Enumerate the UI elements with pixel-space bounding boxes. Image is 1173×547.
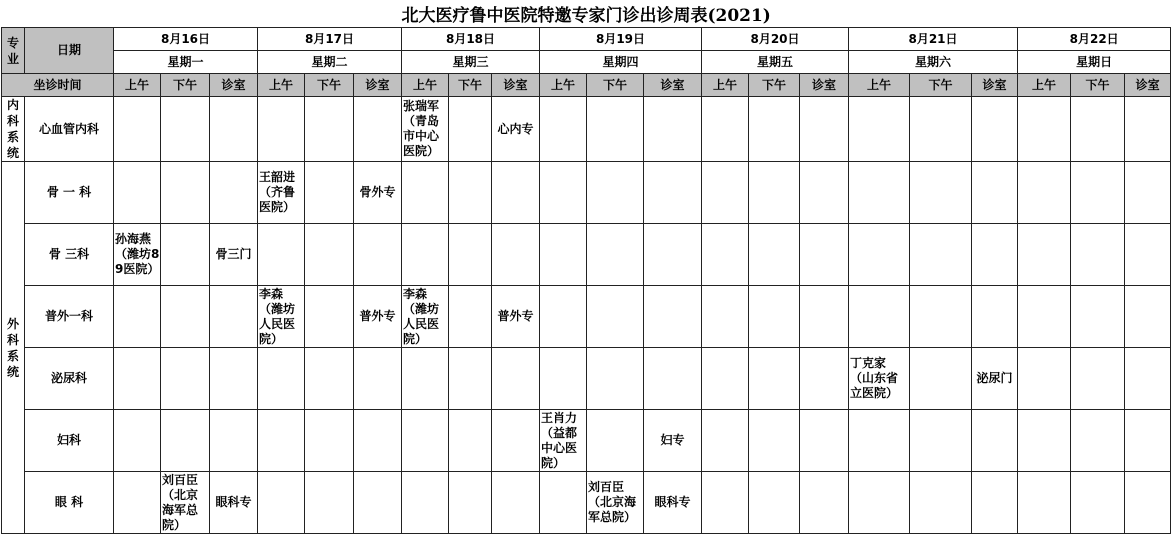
- am-cell: [702, 97, 749, 162]
- am-cell: 李森（潍坊人民医院）: [402, 286, 449, 348]
- date-cell: 8月16日: [114, 28, 258, 51]
- room-cell: [210, 162, 258, 224]
- weekday-cell: 星期三: [402, 51, 540, 74]
- slot-pm-header: 下午: [305, 74, 354, 97]
- slot-am-header: 上午: [402, 74, 449, 97]
- room-cell: [800, 286, 849, 348]
- table-row: [2, 162, 1171, 224]
- room-cell: [800, 97, 849, 162]
- am-cell: [849, 286, 910, 348]
- pm-cell: [587, 410, 644, 472]
- pm-cell: [749, 97, 800, 162]
- pm-cell: [910, 410, 972, 472]
- pm-cell: [587, 162, 644, 224]
- table-row: [2, 472, 1171, 534]
- room-cell: [644, 348, 702, 410]
- pm-cell: [587, 224, 644, 286]
- am-cell: [849, 472, 910, 534]
- pm-cell: [749, 224, 800, 286]
- room-cell: [492, 224, 540, 286]
- am-cell: [702, 224, 749, 286]
- pm-cell: [1071, 286, 1125, 348]
- slot-room-header: 诊室: [492, 74, 540, 97]
- room-cell: 妇专: [644, 410, 702, 472]
- am-cell: [1018, 224, 1071, 286]
- slot-pm-header: 下午: [587, 74, 644, 97]
- pm-cell: [1071, 224, 1125, 286]
- date-cell: 8月21日: [849, 28, 1018, 51]
- pm-cell: [910, 162, 972, 224]
- am-cell: [258, 224, 305, 286]
- pm-cell: [305, 97, 354, 162]
- am-cell: [258, 472, 305, 534]
- room-cell: [492, 162, 540, 224]
- am-cell: [114, 162, 161, 224]
- date-header: 日期: [25, 28, 114, 74]
- room-cell: [800, 410, 849, 472]
- pm-cell: [910, 224, 972, 286]
- am-cell: [1018, 162, 1071, 224]
- am-cell: [849, 97, 910, 162]
- pm-cell: [449, 348, 492, 410]
- room-cell: [1125, 410, 1171, 472]
- am-cell: [402, 224, 449, 286]
- room-cell: [1125, 348, 1171, 410]
- specialty-group: 外科系统: [2, 162, 25, 534]
- am-cell: [258, 410, 305, 472]
- pm-cell: [1071, 472, 1125, 534]
- am-cell: [540, 286, 587, 348]
- weekday-cell: 星期四: [540, 51, 702, 74]
- am-cell: [402, 410, 449, 472]
- slot-am-header: 上午: [702, 74, 749, 97]
- room-cell: 心内专: [492, 97, 540, 162]
- room-cell: 普外专: [492, 286, 540, 348]
- pm-cell: [749, 348, 800, 410]
- am-cell: 张瑞军（青岛市中心医院）: [402, 97, 449, 162]
- room-cell: [644, 162, 702, 224]
- am-cell: [1018, 97, 1071, 162]
- room-cell: [1125, 162, 1171, 224]
- am-cell: [402, 348, 449, 410]
- pm-cell: [910, 286, 972, 348]
- department-name: 普外一科: [25, 286, 114, 348]
- room-cell: [354, 348, 402, 410]
- am-cell: [702, 286, 749, 348]
- pm-cell: [749, 410, 800, 472]
- room-cell: [644, 97, 702, 162]
- slot-am-header: 上午: [849, 74, 910, 97]
- am-cell: [702, 472, 749, 534]
- am-cell: [849, 162, 910, 224]
- pm-cell: [305, 348, 354, 410]
- date-cell: 8月20日: [702, 28, 849, 51]
- room-cell: 眼科专: [210, 472, 258, 534]
- time-header: 坐诊时间: [2, 74, 114, 97]
- slot-pm-header: 下午: [449, 74, 492, 97]
- pm-cell: [449, 162, 492, 224]
- am-cell: [402, 162, 449, 224]
- am-cell: [402, 472, 449, 534]
- room-cell: [354, 410, 402, 472]
- room-cell: [972, 97, 1018, 162]
- slot-am-header: 上午: [1018, 74, 1071, 97]
- table-row: [2, 348, 1171, 410]
- room-cell: [972, 162, 1018, 224]
- date-cell: 8月18日: [402, 28, 540, 51]
- room-cell: 泌尿门: [972, 348, 1018, 410]
- room-cell: [1125, 97, 1171, 162]
- pm-cell: [161, 97, 210, 162]
- department-name: 骨 三科: [25, 224, 114, 286]
- department-name: 眼 科: [25, 472, 114, 534]
- am-cell: [540, 97, 587, 162]
- specialty-header: 专业: [2, 28, 25, 74]
- pm-cell: [449, 97, 492, 162]
- date-cell: 8月22日: [1018, 28, 1171, 51]
- pm-cell: [161, 348, 210, 410]
- room-cell: [800, 348, 849, 410]
- pm-cell: [449, 472, 492, 534]
- pm-cell: [449, 224, 492, 286]
- slot-pm-header: 下午: [910, 74, 972, 97]
- am-cell: [114, 97, 161, 162]
- slot-room-header: 诊室: [644, 74, 702, 97]
- am-cell: 李森（潍坊人民医院）: [258, 286, 305, 348]
- page-title: 北大医疗鲁中医院特邀专家门诊出诊周表(2021): [401, 5, 771, 26]
- am-cell: 丁克家（山东省立医院）: [849, 348, 910, 410]
- pm-cell: [449, 286, 492, 348]
- pm-cell: [910, 472, 972, 534]
- am-cell: [702, 410, 749, 472]
- pm-cell: [161, 286, 210, 348]
- pm-cell: [161, 162, 210, 224]
- am-cell: 王韶进（齐鲁医院）: [258, 162, 305, 224]
- am-cell: [540, 348, 587, 410]
- pm-cell: [587, 97, 644, 162]
- table-row: [2, 97, 1171, 162]
- room-cell: [210, 410, 258, 472]
- weekday-cell: 星期五: [702, 51, 849, 74]
- am-cell: [114, 472, 161, 534]
- pm-cell: [587, 348, 644, 410]
- room-cell: [800, 162, 849, 224]
- am-cell: [1018, 472, 1071, 534]
- am-cell: [702, 348, 749, 410]
- pm-cell: [305, 286, 354, 348]
- am-cell: [114, 286, 161, 348]
- slot-room-header: 诊室: [210, 74, 258, 97]
- room-cell: [972, 472, 1018, 534]
- am-cell: 王肖力（益都中心医院）: [540, 410, 587, 472]
- slot-room-header: 诊室: [972, 74, 1018, 97]
- room-cell: [800, 224, 849, 286]
- pm-cell: [449, 410, 492, 472]
- slot-room-header: 诊室: [354, 74, 402, 97]
- slot-am-header: 上午: [540, 74, 587, 97]
- room-cell: [492, 410, 540, 472]
- pm-cell: [910, 348, 972, 410]
- room-cell: [492, 348, 540, 410]
- am-cell: [258, 97, 305, 162]
- pm-cell: [305, 224, 354, 286]
- am-cell: [114, 410, 161, 472]
- pm-cell: [1071, 97, 1125, 162]
- am-cell: [540, 224, 587, 286]
- room-cell: 骨外专: [354, 162, 402, 224]
- specialty-group: 内科系统: [2, 97, 25, 162]
- slot-room-header: 诊室: [800, 74, 849, 97]
- am-cell: [540, 162, 587, 224]
- pm-cell: [305, 472, 354, 534]
- room-cell: [210, 97, 258, 162]
- room-cell: [1125, 224, 1171, 286]
- room-cell: [800, 472, 849, 534]
- pm-cell: [1071, 348, 1125, 410]
- room-cell: [1125, 286, 1171, 348]
- weekday-cell: 星期二: [258, 51, 402, 74]
- department-name: 妇科: [25, 410, 114, 472]
- pm-cell: [587, 286, 644, 348]
- pm-cell: [749, 472, 800, 534]
- room-cell: [492, 472, 540, 534]
- room-cell: 眼科专: [644, 472, 702, 534]
- department-name: 骨 一 科: [25, 162, 114, 224]
- room-cell: 骨三门: [210, 224, 258, 286]
- department-name: 心血管内科: [25, 97, 114, 162]
- slot-am-header: 上午: [114, 74, 161, 97]
- am-cell: [1018, 410, 1071, 472]
- slot-pm-header: 下午: [749, 74, 800, 97]
- room-cell: [972, 224, 1018, 286]
- weekday-cell: 星期六: [849, 51, 1018, 74]
- weekday-cell: 星期日: [1018, 51, 1171, 74]
- room-cell: [972, 410, 1018, 472]
- pm-cell: 刘百臣（北京海军总院）: [161, 472, 210, 534]
- pm-cell: [305, 162, 354, 224]
- room-cell: 普外专: [354, 286, 402, 348]
- table-row: [2, 224, 1171, 286]
- room-cell: [354, 97, 402, 162]
- slot-pm-header: 下午: [161, 74, 210, 97]
- am-cell: [702, 162, 749, 224]
- pm-cell: [749, 162, 800, 224]
- date-cell: 8月17日: [258, 28, 402, 51]
- table-row: [2, 410, 1171, 472]
- am-cell: [849, 410, 910, 472]
- room-cell: [210, 348, 258, 410]
- table-row: [2, 286, 1171, 348]
- schedule-table: [1, 5, 1171, 534]
- room-cell: [644, 224, 702, 286]
- am-cell: [540, 472, 587, 534]
- am-cell: [258, 348, 305, 410]
- weekday-cell: 星期一: [114, 51, 258, 74]
- pm-cell: [305, 410, 354, 472]
- room-cell: [644, 286, 702, 348]
- pm-cell: [1071, 162, 1125, 224]
- room-cell: [1125, 472, 1171, 534]
- room-cell: [210, 286, 258, 348]
- slot-am-header: 上午: [258, 74, 305, 97]
- room-cell: [972, 286, 1018, 348]
- am-cell: [1018, 286, 1071, 348]
- slot-room-header: 诊室: [1125, 74, 1171, 97]
- pm-cell: [161, 410, 210, 472]
- pm-cell: [910, 97, 972, 162]
- department-name: 泌尿科: [25, 348, 114, 410]
- pm-cell: [749, 286, 800, 348]
- date-cell: 8月19日: [540, 28, 702, 51]
- room-cell: [354, 224, 402, 286]
- am-cell: [1018, 348, 1071, 410]
- pm-cell: [1071, 410, 1125, 472]
- am-cell: [114, 348, 161, 410]
- pm-cell: [161, 224, 210, 286]
- room-cell: [354, 472, 402, 534]
- am-cell: 孙海燕（潍坊89医院）: [114, 224, 161, 286]
- slot-pm-header: 下午: [1071, 74, 1125, 97]
- am-cell: [849, 224, 910, 286]
- pm-cell: 刘百臣（北京海军总院）: [587, 472, 644, 534]
